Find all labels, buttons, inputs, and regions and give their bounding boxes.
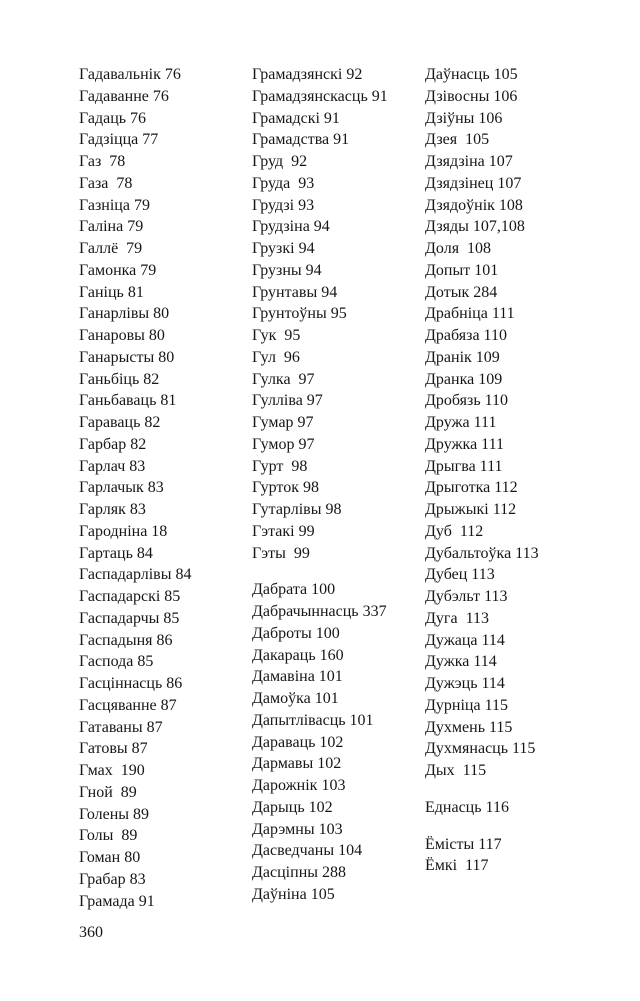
index-entry: Дробязь 110 xyxy=(425,392,509,410)
index-entry: Дужка 114 xyxy=(425,653,497,671)
index-entry: Грунтавы 94 xyxy=(252,283,338,301)
index-entry: Еднасць 116 xyxy=(425,798,509,816)
index-entry: Газ 78 xyxy=(79,153,126,170)
index-entry: Дранік 109 xyxy=(425,348,500,366)
index-entry: Дзяды 107,108 xyxy=(425,218,525,236)
index-entry: Дружа 111 xyxy=(425,414,497,431)
index-entry: Грамадзянскі 92 xyxy=(252,66,363,83)
index-entry: Дабрачыннасць 337 xyxy=(252,603,387,620)
index-entry: Гаспадарскі 85 xyxy=(79,588,181,605)
index-entry: Гаспадарчы 85 xyxy=(79,609,180,627)
index-entry: Гарлачык 83 xyxy=(79,479,164,497)
index-entry: Гадаць 76 xyxy=(79,109,147,127)
index-entry: Дарыць 102 xyxy=(252,798,333,816)
group-separator xyxy=(425,782,539,797)
index-entry: Ганарлівы 80 xyxy=(79,305,170,323)
index-entry: Дрыжыкі 112 xyxy=(425,501,517,518)
index-entry: Дабрата 100 xyxy=(252,581,336,599)
index-entry: Дзядзінец 107 xyxy=(425,174,522,192)
index-entry: Гадаванне 76 xyxy=(79,87,169,105)
index-entry: Гарлач 83 xyxy=(79,457,146,475)
index-entry: Гатаваны 87 xyxy=(79,718,163,736)
index-entry: Гасціннасць 86 xyxy=(79,675,183,692)
index-entry: Гутарлівы 98 xyxy=(252,501,342,518)
index-entry: Гук 95 xyxy=(252,327,301,344)
index-entry: Груд 92 xyxy=(252,153,308,170)
index-entry: Дубец 113 xyxy=(425,566,495,584)
index-entry: Даброты 100 xyxy=(252,624,340,642)
index-entry: Дубэльт 113 xyxy=(425,588,508,605)
index-entry: Гатовы 87 xyxy=(79,740,148,758)
index-entry: Грудзіна 94 xyxy=(252,218,330,236)
index-entry: Дужэць 114 xyxy=(425,675,505,692)
index-entry: Ёмісты 117 xyxy=(425,835,502,853)
index-entry: Дасціпны 288 xyxy=(252,864,346,881)
index-entry: Гарляк 83 xyxy=(79,501,146,518)
index-entry: Дасведчаны 104 xyxy=(252,842,363,860)
index-entry: Доля 108 xyxy=(425,240,492,257)
index-entry: Допыт 101 xyxy=(425,261,499,279)
index-entry: Духмянасць 115 xyxy=(425,740,536,758)
index-entry: Гарбар 82 xyxy=(79,435,147,453)
index-entry: Дрыгва 111 xyxy=(425,457,503,475)
index-entry: Дзівосны 106 xyxy=(425,87,518,105)
index-entry: Даўніна 105 xyxy=(252,885,335,903)
index-entry: Гаспадыня 86 xyxy=(79,631,173,649)
index-entry: Гурток 98 xyxy=(252,479,319,497)
index-entry: Дзядоўнік 108 xyxy=(425,196,523,214)
index-entry: Газа 78 xyxy=(79,174,133,192)
index-entry: Ганьбаваць 81 xyxy=(79,392,177,410)
index-entry: Гаспода 85 xyxy=(79,653,154,671)
index-entry: Гародніна 18 xyxy=(79,522,168,540)
index-entry: Гадавальнік 76 xyxy=(79,66,181,83)
index-entry: Гулка 97 xyxy=(252,370,315,388)
index-entry: Дзіўны 106 xyxy=(425,109,503,127)
index-entry: Грабар 83 xyxy=(79,870,146,888)
index-entry: Дармавы 102 xyxy=(252,755,342,773)
index-entry: Даўнасць 105 xyxy=(425,66,518,83)
index-entry: Гаспадарлівы 84 xyxy=(79,566,192,584)
index-entry: Гэтакі 99 xyxy=(252,522,315,540)
index-entry: Ганаровы 80 xyxy=(79,327,165,344)
index-entry: Дараваць 102 xyxy=(252,733,344,751)
index-entry: Гурт 98 xyxy=(252,457,308,475)
index-entry: Дружка 111 xyxy=(425,435,504,453)
index-entry: Дапытлівасць 101 xyxy=(252,711,374,729)
index-column-3 xyxy=(425,64,539,877)
index-entry: Дуб 112 xyxy=(425,522,484,540)
index-entry: Гмах 190 xyxy=(79,762,145,779)
group-separator xyxy=(252,564,388,579)
index-entry: Гул 96 xyxy=(252,348,300,366)
index-entry: Гамонка 79 xyxy=(79,261,157,279)
index-entry: Дубальтоўка 113 xyxy=(425,544,539,562)
index-entry: Дамоўка 101 xyxy=(252,690,339,707)
index-entry: Грузны 94 xyxy=(252,261,322,279)
index-entry: Голены 89 xyxy=(79,805,150,823)
index-column-1 xyxy=(79,64,191,912)
index-entry: Грамадскі 91 xyxy=(252,109,340,127)
index-entry: Гоман 80 xyxy=(79,849,141,866)
index-entry: Голы 89 xyxy=(79,827,138,845)
index-entry: Газніца 79 xyxy=(79,196,150,214)
index-entry: Грудзі 93 xyxy=(252,196,315,214)
index-entry: Грамадства 91 xyxy=(252,131,350,149)
index-entry: Ганьбіць 82 xyxy=(79,370,160,388)
index-entry: Духмень 115 xyxy=(425,718,513,736)
index-entry: Грамада 91 xyxy=(79,892,155,910)
index-entry: Ганіць 81 xyxy=(79,283,144,301)
index-entry: Дуга 113 xyxy=(425,609,489,627)
index-entry: Гараваць 82 xyxy=(79,414,161,431)
index-entry: Дарэмны 103 xyxy=(252,820,343,838)
index-column-2 xyxy=(252,64,388,906)
index-entry: Грузкі 94 xyxy=(252,240,315,257)
index-entry: Ёмкі 117 xyxy=(425,857,489,875)
index-entry: Дурніца 115 xyxy=(425,696,508,714)
index-entry: Гэты 99 xyxy=(252,544,310,562)
page-number: 360 xyxy=(79,924,103,941)
index-entry: Гной 89 xyxy=(79,783,137,801)
group-separator xyxy=(425,819,539,834)
index-entry: Гумар 97 xyxy=(252,414,314,431)
index-entry: Дамавіна 101 xyxy=(252,668,343,686)
index-entry: Гумор 97 xyxy=(252,435,315,453)
index-entry: Галлё 79 xyxy=(79,240,143,257)
index-entry: Ганарысты 80 xyxy=(79,348,175,366)
index-entry: Дранка 109 xyxy=(425,370,503,388)
index-entry: Гулліва 97 xyxy=(252,392,323,410)
index-entry: Груда 93 xyxy=(252,174,315,192)
index-entry: Дзея 105 xyxy=(425,131,490,149)
index-entry: Дужаца 114 xyxy=(425,631,505,649)
index-entry: Дакараць 160 xyxy=(252,646,344,664)
index-entry: Дых 115 xyxy=(425,762,487,779)
index-entry: Грунтоўны 95 xyxy=(252,305,347,323)
index-entry: Дзядзіна 107 xyxy=(425,153,513,170)
index-entry: Гасцяванне 87 xyxy=(79,696,177,714)
index-entry: Дотык 284 xyxy=(425,283,498,301)
index-entry: Драбніца 111 xyxy=(425,305,515,323)
index-entry: Дрыготка 112 xyxy=(425,479,518,497)
index-entry: Гадзіцца 77 xyxy=(79,131,159,149)
index-entry: Дарожнік 103 xyxy=(252,777,346,794)
index-entry: Грамадзянскасць 91 xyxy=(252,87,388,105)
index-entry: Драбяза 110 xyxy=(425,327,507,344)
index-entry: Галіна 79 xyxy=(79,218,144,236)
index-entry: Гартаць 84 xyxy=(79,544,153,562)
